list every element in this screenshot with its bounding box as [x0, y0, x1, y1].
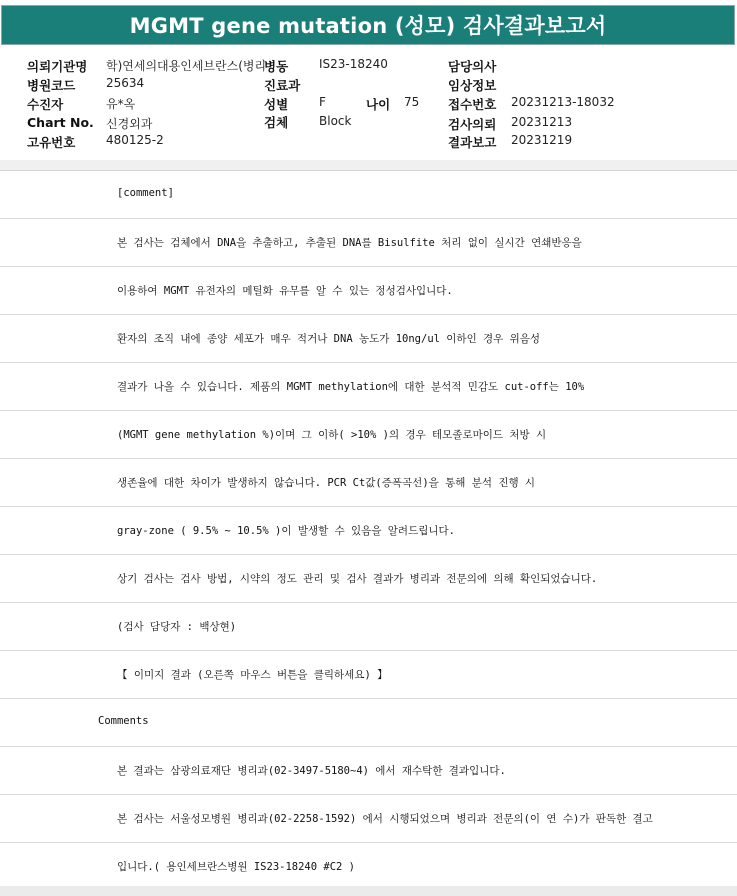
report-line	[0, 363, 737, 411]
age-label: 나이	[366, 97, 391, 112]
examiner-line: (검사 담당자 : 백상현)	[117, 621, 237, 633]
report-line-text: gray-zone ( 9.5% ~ 10.5% )이 발생할 수 있음을 알려드립니다.	[117, 525, 455, 537]
comments-heading: Comments	[98, 715, 149, 727]
report-line	[0, 411, 737, 459]
report-line-text: 상기 검사는 검사 방법, 시약의 정도 관리 및 검사 결과가 병리과 전문의에 의해 확인되었습니다.	[117, 573, 598, 585]
report-line	[0, 555, 737, 603]
report-line-text: 본 결과는 삼광의료재단 병리과(02-3497-5180~4) 에서 재수탁한 결과입니다.	[117, 765, 506, 777]
receipt-value: 20231213-18032	[511, 95, 615, 109]
institution-label: 의뢰기관명	[27, 59, 88, 74]
report-line	[0, 747, 737, 795]
report-line	[0, 699, 737, 747]
report-date-label: 결과보고	[448, 135, 497, 150]
request-label: 검사의뢰	[448, 117, 497, 132]
report-line	[0, 171, 737, 219]
age-value: 75	[404, 95, 420, 109]
report-line	[0, 459, 737, 507]
patient-label: 수진자	[27, 97, 64, 112]
dept-label: 진료과	[264, 78, 301, 93]
report-line	[0, 603, 737, 651]
unique-no-label: 고유번호	[27, 135, 76, 150]
report-line	[0, 267, 737, 315]
clinical-info-label: 임상정보	[448, 78, 497, 93]
sex-label: 성별	[264, 97, 289, 112]
title-bar	[1, 5, 735, 45]
report-line-text: (MGMT gene methylation %)이며 그 이하( >10% )의 경우 테모졸로마이드 처방 시	[117, 429, 547, 441]
chart-no-label: Chart No.	[27, 115, 94, 130]
report-line-text: 이용하여 MGMT 유전자의 메틸화 유무를 알 수 있는 정성검사입니다.	[117, 285, 453, 297]
ward-value: IS23-18240	[319, 57, 388, 71]
specimen-label: 검체	[264, 115, 289, 130]
report-line-text: 입니다.( 용인세브란스병원 IS23-18240 #C2 )	[117, 861, 356, 873]
report-line	[0, 219, 737, 267]
bottom-strip	[0, 886, 737, 896]
request-value: 20231213	[511, 115, 573, 129]
report-line	[0, 795, 737, 843]
chart-no-value: 신경외과	[106, 117, 153, 131]
sex-value: F	[319, 95, 326, 109]
hospital-code-label: 병원코드	[27, 78, 76, 93]
report-line	[0, 843, 737, 891]
report-date-value: 20231219	[511, 133, 573, 147]
ward-label: 병동	[264, 59, 289, 74]
doctor-label: 담당의사	[448, 59, 497, 74]
unique-no-value: 480125-2	[106, 133, 164, 147]
image-result-link: 【 이미지 결과 (오른쪽 마우스 버튼을 클릭하세요) 】	[117, 669, 388, 681]
report-line-text: 본 검사는 서울성모병원 병리과(02-2258-1592) 에서 시행되었으며 병리과 전문의(이 연 수)가 판독한 결고	[117, 813, 653, 825]
report-line	[0, 507, 737, 555]
comment-heading: [comment]	[117, 187, 174, 199]
report-line-text: 본 검사는 검체에서 DNA을 추출하고, 추출된 DNA를 Bisulfite 처리 없이 실시간 연쇄반응을	[117, 237, 582, 249]
report-body	[0, 170, 737, 889]
patient-value: 유*옥	[106, 97, 136, 111]
report-line-text: 결과가 나올 수 있습니다. 제품의 MGMT methylation에 대한 분석적 민감도 cut-off는 10%	[117, 381, 585, 393]
patient-info-panel	[0, 50, 737, 170]
report-title: MGMT gene mutation (성모) 검사결과보고서	[129, 14, 607, 38]
specimen-value: Block	[319, 114, 352, 128]
report-line	[0, 651, 737, 699]
report-line-text: 환자의 조직 내에 종양 세포가 매우 적거나 DNA 농도가 10ng/ul 이하인 경우 위음성	[117, 333, 541, 345]
hospital-code-value: 25634	[106, 76, 145, 90]
report-line	[0, 315, 737, 363]
report-line-text: 생존율에 대한 차이가 발생하지 않습니다. PCR Ct값(증폭곡선)을 통해 분석 진행 시	[117, 477, 536, 489]
receipt-label: 접수번호	[448, 97, 497, 112]
institution-value: 학)연세의대용인세브란스(병리	[106, 59, 267, 73]
